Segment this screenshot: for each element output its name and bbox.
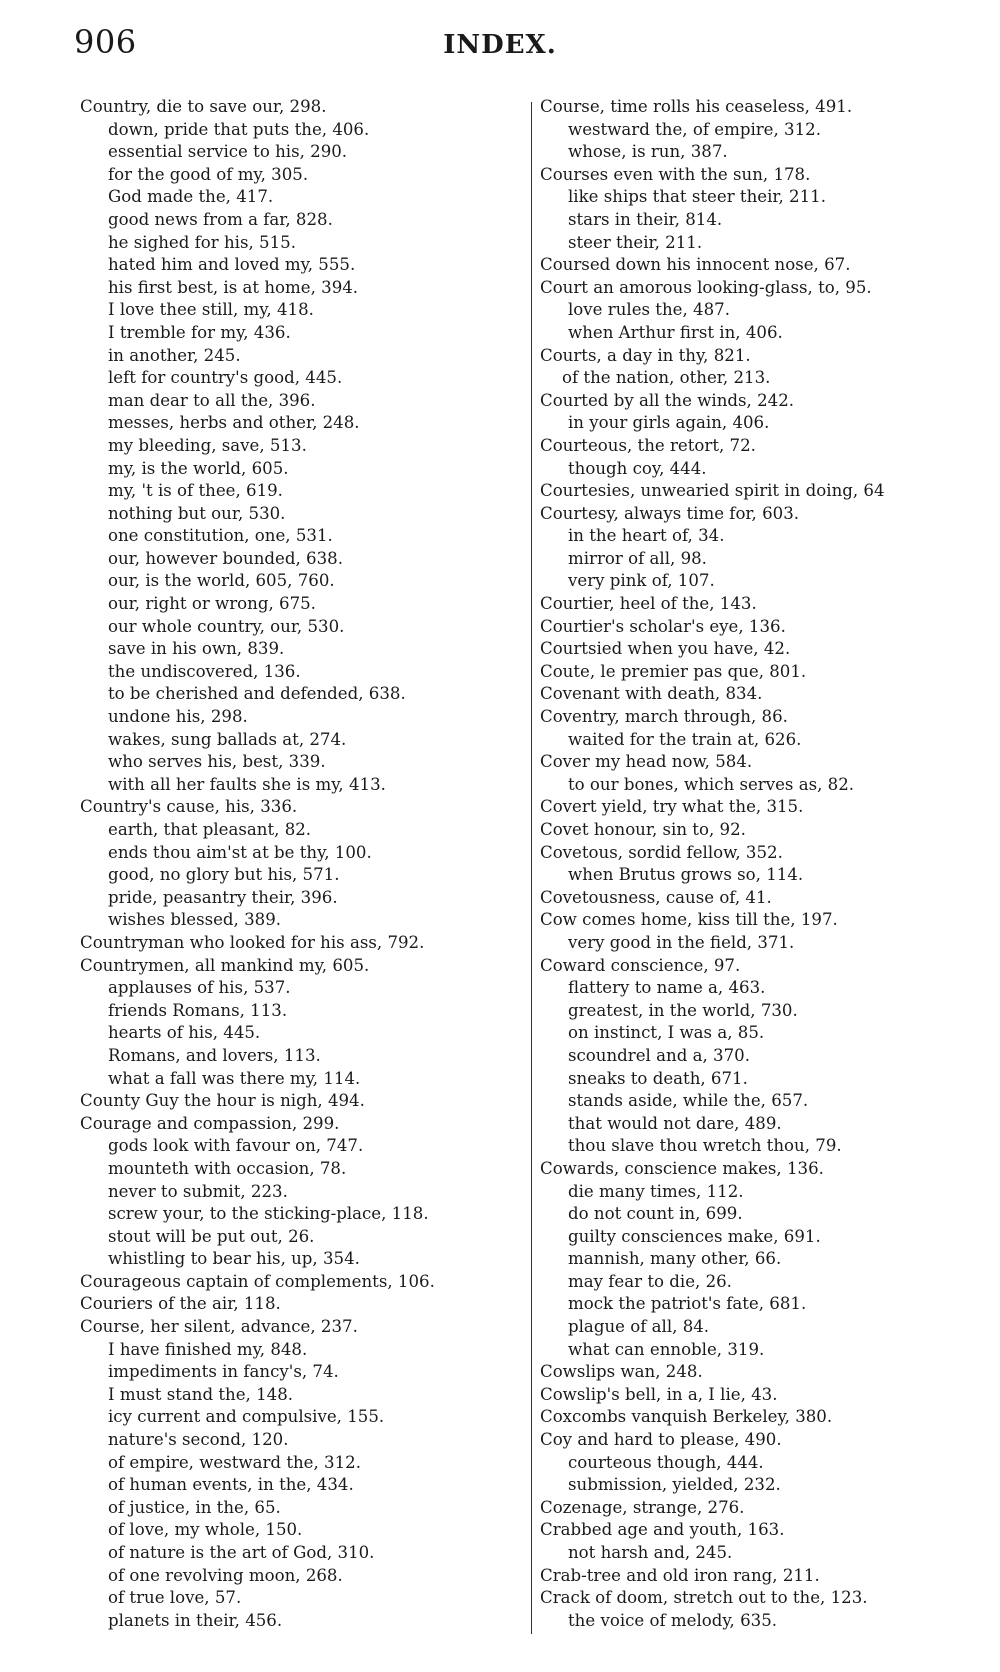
index-entry: Covet honour, sin to, 92. (540, 820, 746, 839)
index-subentry: in the heart of, 34. (568, 526, 725, 546)
index-column-right (540, 96, 980, 1632)
index-entry: Courtesies, unwearied spirit in doing, 64 (540, 481, 885, 501)
index-entry: Country, die to save our, 298. (80, 97, 327, 116)
column-divider (531, 102, 532, 1634)
index-subentry: of true love, 57. (108, 1588, 242, 1608)
index-entry: Crab-tree and old iron rang, 211. (540, 1565, 820, 1585)
index-entry: Cowards, conscience makes, 136. (540, 1158, 824, 1178)
index-subentry: of the nation, other, 213. (562, 368, 771, 388)
index-subentry: my, is the world, 605. (108, 458, 289, 478)
index-subentry: mock the patriot's fate, 681. (568, 1294, 807, 1314)
index-subentry: man dear to all the, 396. (108, 390, 316, 410)
index-subentry: God made the, 417. (108, 187, 274, 207)
index-column-left (80, 96, 522, 1632)
index-subentry: mounteth with occasion, 78. (108, 1158, 347, 1178)
index-entry: Country's cause, his, 336. (80, 797, 298, 817)
index-subentry: courteous though, 444. (568, 1452, 764, 1472)
index-subentry: plague of all, 84. (568, 1317, 710, 1337)
index-subentry: in another, 245. (108, 345, 241, 365)
index-subentry: scoundrel and a, 370. (568, 1045, 750, 1065)
index-subentry: sneaks to death, 671. (568, 1068, 748, 1088)
index-subentry: very pink of, 107. (568, 571, 715, 591)
index-subentry: though coy, 444. (568, 458, 707, 478)
index-subentry: undone his, 298. (108, 707, 248, 727)
index-subentry: for the good of my, 305. (108, 164, 309, 184)
index-subentry: submission, yielded, 232. (568, 1475, 781, 1495)
index-subentry: messes, herbs and other, 248. (108, 413, 360, 433)
index-subentry: when Brutus grows so, 114. (568, 865, 804, 885)
index-subentry: of one revolving moon, 268. (108, 1565, 343, 1585)
index-subentry: hearts of his, 445. (108, 1023, 261, 1043)
index-subentry: stout will be put out, 26. (108, 1226, 315, 1246)
index-entry: Coventry, march through, 86. (540, 707, 788, 727)
index-subentry: steer their, 211. (568, 232, 703, 252)
index-subentry: one constitution, one, 531. (108, 526, 333, 546)
index-subentry: Romans, and lovers, 113. (108, 1045, 321, 1065)
index-subentry: never to submit, 223. (108, 1181, 288, 1201)
index-entry: Covert yield, try what the, 315. (540, 797, 804, 817)
index-subentry: may fear to die, 26. (568, 1271, 732, 1291)
index-entry: Coy and hard to please, 490. (540, 1430, 782, 1450)
index-entry: Cowslips wan, 248. (540, 1362, 703, 1382)
index-entry: Cow comes home, kiss till the, 197. (540, 910, 838, 930)
index-subentry: wishes blessed, 389. (108, 910, 282, 930)
index-subentry: to our bones, which serves as, 82. (568, 774, 855, 794)
index-entry: Course, time rolls his ceaseless, 491. (540, 97, 853, 116)
index-entry: Cozenage, strange, 276. (540, 1497, 745, 1517)
index-subentry: ends thou aim'st at be thy, 100. (108, 842, 372, 862)
index-subentry: friends Romans, 113. (108, 1000, 288, 1020)
index-subentry: die many times, 112. (568, 1181, 744, 1201)
index-entry: Countrymen, all mankind my, 605. (80, 955, 370, 975)
index-subentry: the undiscovered, 136. (108, 661, 301, 681)
index-subentry: I tremble for my, 436. (108, 322, 291, 342)
index-entry: Covetousness, cause of, 41. (540, 887, 772, 907)
index-subentry: waited for the train at, 626. (568, 729, 802, 749)
index-entry: Crack of doom, stretch out to the, 123. (540, 1588, 868, 1608)
index-entry: Crabbed age and youth, 163. (540, 1520, 785, 1540)
index-subentry: the voice of melody, 635. (568, 1610, 778, 1630)
index-subentry: not harsh and, 245. (568, 1543, 733, 1562)
index-entry: Coute, le premier pas que, 801. (540, 661, 807, 681)
index-subentry: planets in their, 456. (108, 1610, 283, 1630)
index-subentry: greatest, in the world, 730. (568, 1000, 798, 1020)
index-entry: Courtier's scholar's eye, 136. (540, 616, 786, 636)
index-subentry: wakes, sung ballads at, 274. (108, 729, 347, 749)
index-subentry: when Arthur first in, 406. (568, 322, 783, 342)
index-subentry: his first best, is at home, 394. (108, 277, 359, 297)
index-subentry: screw your, to the sticking-place, 118. (108, 1204, 429, 1224)
index-entry: Courted by all the winds, 242. (540, 390, 795, 410)
index-entry: Coursed down his innocent nose, 67. (540, 255, 851, 275)
index-entry: Courts, a day in thy, 821. (540, 345, 751, 365)
index-subentry: thou slave thou wretch thou, 79. (568, 1136, 842, 1156)
index-entry: Court an amorous looking-glass, to, 95. (540, 277, 872, 297)
index-subentry: my, 't is of thee, 619. (108, 481, 283, 501)
index-subentry: what can ennoble, 319. (568, 1339, 765, 1359)
index-subentry: applauses of his, 537. (108, 978, 291, 998)
index-subentry: whose, is run, 387. (568, 142, 728, 162)
index-subentry: left for country's good, 445. (108, 368, 343, 388)
index-subentry: icy current and compulsive, 155. (108, 1407, 385, 1427)
index-subentry: do not count in, 699. (568, 1204, 743, 1224)
index-subentry: that would not dare, 489. (568, 1113, 782, 1133)
index-entry: Courteous, the retort, 72. (540, 435, 756, 455)
index-subentry: my bleeding, save, 513. (108, 435, 307, 455)
index-subentry: nature's second, 120. (108, 1430, 289, 1450)
page-number: 906 (74, 23, 137, 61)
index-subentry: I must stand the, 148. (108, 1384, 294, 1404)
index-entry: Course, her silent, advance, 237. (80, 1317, 358, 1337)
index-subentry: our, right or wrong, 675. (108, 594, 316, 614)
index-entry: Covetous, sordid fellow, 352. (540, 842, 783, 862)
index-entry: Couriers of the air, 118. (80, 1294, 281, 1314)
index-entry: Cover my head now, 584. (540, 752, 753, 772)
index-subentry: nothing but our, 530. (108, 503, 286, 523)
index-subentry: our, is the world, 605, 760. (108, 571, 335, 591)
index-subentry: pride, peasantry their, 396. (108, 887, 338, 907)
index-subentry: what a fall was there my, 114. (108, 1068, 361, 1088)
index-entry: Courageous captain of complements, 106. (80, 1271, 435, 1291)
index-subentry: essential service to his, 290. (108, 142, 348, 162)
index-entry: Courses even with the sun, 178. (540, 164, 811, 184)
index-subentry: stars in their, 814. (568, 209, 723, 229)
index-subentry: in your girls again, 406. (568, 413, 770, 433)
index-subentry: of empire, westward the, 312. (108, 1452, 361, 1472)
index-subentry: hated him and loved my, 555. (108, 255, 356, 275)
index-entry: Coward conscience, 97. (540, 955, 741, 975)
index-entry: Courtsied when you have, 42. (540, 639, 791, 659)
index-subentry: good, no glory but his, 571. (108, 865, 340, 885)
index-entry: Courage and compassion, 299. (80, 1113, 340, 1133)
index-subentry: impediments in fancy's, 74. (108, 1362, 339, 1382)
index-subentry: I have finished my, 848. (108, 1339, 308, 1359)
index-subentry: like ships that steer their, 211. (568, 187, 826, 207)
index-subentry: mirror of all, 98. (568, 548, 707, 568)
page-title: INDEX. (443, 30, 557, 60)
index-subentry: guilty consciences make, 691. (568, 1226, 821, 1246)
index-entry: Coxcombs vanquish Berkeley, 380. (540, 1407, 833, 1427)
index-entry: County Guy the hour is nigh, 494. (80, 1091, 365, 1111)
index-subentry: flattery to name a, 463. (568, 978, 766, 998)
index-subentry: who serves his, best, 339. (108, 752, 326, 772)
index-entry: Courtesy, always time for, 603. (540, 503, 800, 523)
index-subentry: with all her faults she is my, 413. (108, 774, 386, 794)
index-subentry: mannish, many other, 66. (568, 1249, 782, 1269)
index-subentry: our whole country, our, 530. (108, 616, 345, 636)
index-entry: Courtier, heel of the, 143. (540, 594, 757, 614)
index-subentry: good news from a far, 828. (108, 209, 333, 229)
index-subentry: very good in the field, 371. (568, 932, 795, 952)
index-subentry: of human events, in the, 434. (108, 1475, 354, 1495)
index-subentry: gods look with favour on, 747. (108, 1136, 364, 1156)
index-subentry: to be cherished and defended, 638. (108, 684, 406, 704)
index-subentry: I love thee still, my, 418. (108, 300, 314, 320)
index-subentry: our, however bounded, 638. (108, 548, 343, 568)
index-subentry: on instinct, I was a, 85. (568, 1023, 765, 1043)
index-subentry: whistling to bear his, up, 354. (108, 1249, 360, 1269)
index-subentry: earth, that pleasant, 82. (108, 820, 312, 839)
index-entry: Covenant with death, 834. (540, 684, 763, 704)
index-subentry: he sighed for his, 515. (108, 232, 296, 252)
index-subentry: down, pride that puts the, 406. (108, 119, 370, 139)
index-subentry: stands aside, while the, 657. (568, 1091, 809, 1111)
index-subentry: of love, my whole, 150. (108, 1520, 303, 1540)
index-subentry: save in his own, 839. (108, 639, 285, 659)
index-subentry: love rules the, 487. (568, 300, 730, 320)
index-subentry: westward the, of empire, 312. (568, 119, 821, 139)
index-entry: Countryman who looked for his ass, 792. (80, 932, 425, 952)
index-entry: Cowslip's bell, in a, I lie, 43. (540, 1384, 778, 1404)
index-subentry: of nature is the art of God, 310. (108, 1543, 375, 1562)
index-subentry: of justice, in the, 65. (108, 1497, 281, 1517)
